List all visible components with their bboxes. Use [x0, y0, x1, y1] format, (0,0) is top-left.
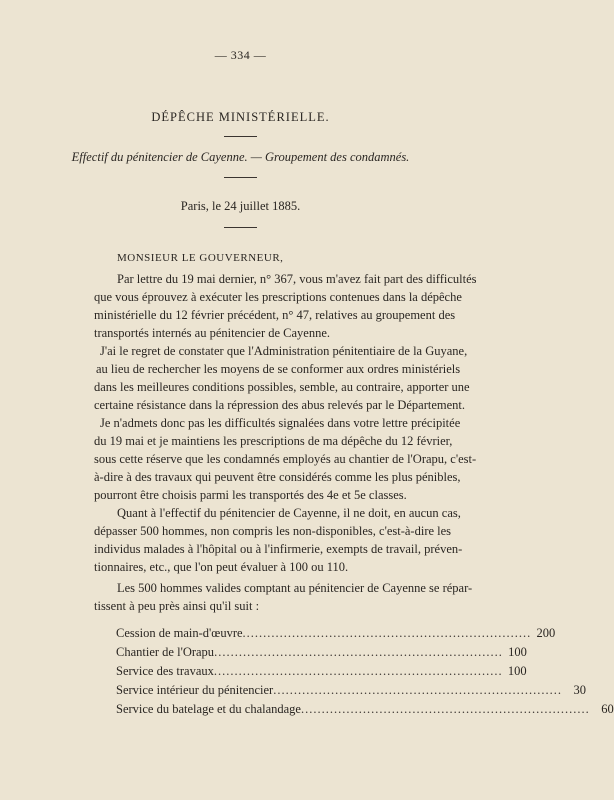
body-line: dans les meilleures conditions possibles, semble, au contraire, apporter une [94, 380, 470, 394]
body-line: à-dire à des travaux qui peuvent être considérés comme les plus pénibles, [94, 470, 461, 484]
allocation-value: 60 [601, 702, 614, 716]
body-line: individus malades à l'hôpital ou à l'infirmerie, exempts de travail, préven- [94, 542, 463, 556]
body-line: ministérielle du 12 février précédent, n° 47, relatives au groupement des [94, 308, 456, 322]
allocation-label: Cession de main-d'œuvre [116, 626, 243, 640]
body-line: du 19 mai et je maintiens les prescriptions de ma dépêche du 12 février, [94, 434, 453, 448]
place-date: Paris, le 24 juillet 1885. [180, 199, 301, 213]
body-line: Quant à l'effectif du pénitencier de Cayenne, il ne doit, en aucun cas, [117, 506, 461, 520]
body-line: transportés internés au pénitencier de Cayenne. [94, 326, 331, 340]
allocation-label: Service du batelage et du chalandage [116, 702, 301, 716]
body-line: au lieu de rechercher les moyens de se conformer aux ordres ministériels [96, 362, 461, 376]
page-number: — 334 — [214, 48, 267, 62]
document-heading: DÉPÊCHE MINISTÉRIELLE. [151, 110, 330, 124]
allocation-label: Service des travaux [116, 664, 214, 678]
allocation-row [116, 701, 614, 717]
date-rule [224, 227, 257, 228]
body-line: sous cette réserve que les condamnés employés au chantier de l'Orapu, c'est- [94, 452, 477, 466]
leader-dots: ...................................................................... [214, 645, 503, 659]
body-line: dépasser 500 hommes, non compris les non-disponibles, c'est-à-dire les [94, 524, 452, 538]
allocation-label: Chantier de l'Orapu [116, 645, 215, 659]
body-line: que vous éprouvez à exécuter les prescriptions contenues dans la dépêche [94, 290, 462, 304]
body-line: certaine résistance dans la répression des abus relevés par le Département. [94, 398, 466, 412]
allocation-label: Service intérieur du pénitencier [116, 683, 274, 697]
body-line: tissent à peu près ainsi qu'il suit : [94, 599, 260, 613]
heading-rule [224, 136, 257, 137]
subtitle-rule [224, 177, 257, 178]
body-line: tionnaires, etc., que l'on peut évaluer à 100 ou 110. [94, 560, 349, 574]
allocation-value: 30 [573, 683, 586, 697]
leader-dots: ...................................................................... [242, 626, 532, 640]
allocation-row [116, 682, 586, 698]
document-subtitle: Effectif du pénitencier de Cayenne. — Groupement des condamnés. [71, 150, 410, 164]
allocation-value: 200 [536, 626, 556, 640]
body-line: Je n'admets donc pas les difficultés signalées dans votre lettre précipitée [100, 416, 461, 430]
leader-dots: ...................................................................... [300, 702, 590, 716]
body-line: J'ai le regret de constater que l'Administration pénitentiaire de la Guyane, [100, 344, 468, 358]
allocation-value: 100 [507, 664, 527, 678]
body-line: Les 500 hommes valides comptant au pénitencier de Cayenne se répar- [117, 581, 473, 595]
body-line: pourront être choisis parmi les transportés des 4e et 5e classes. [94, 488, 407, 502]
body-line: Par lettre du 19 mai dernier, n° 367, vous m'avez fait part des difficultés [117, 272, 477, 286]
allocation-row [116, 625, 556, 641]
allocation-value: 100 [508, 645, 527, 659]
leader-dots: ...................................................................... [213, 664, 503, 678]
allocation-row [116, 663, 527, 679]
allocation-row [116, 644, 527, 660]
salutation: MONSIEUR LE GOUVERNEUR, [117, 252, 284, 264]
leader-dots: ...................................................................... [273, 683, 562, 697]
